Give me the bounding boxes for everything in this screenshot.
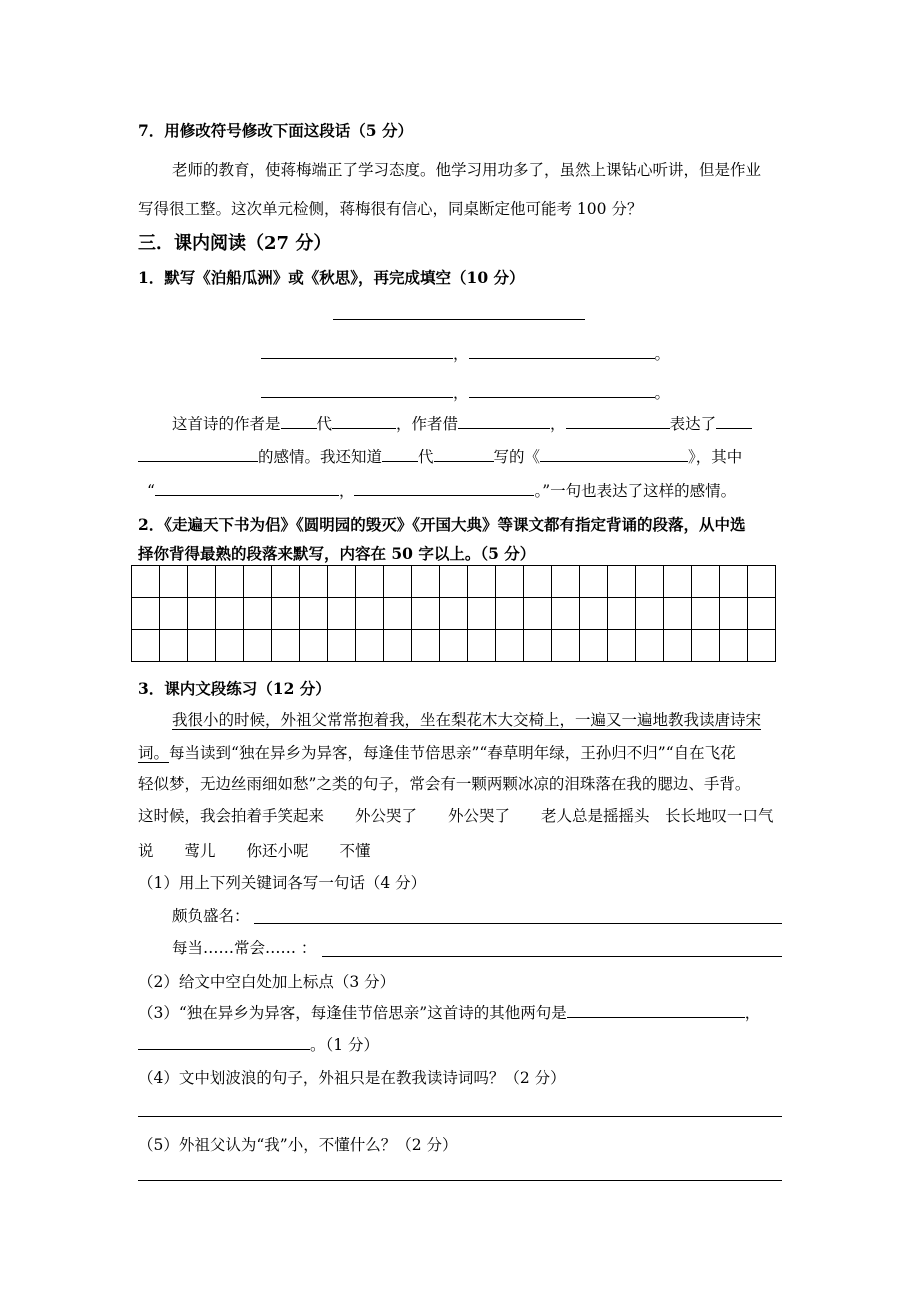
grid-cell[interactable] xyxy=(720,630,748,662)
sub-question-3-line2 xyxy=(138,1035,379,1055)
comma: ， xyxy=(453,345,469,363)
grid-cell[interactable] xyxy=(356,566,384,598)
q2-title-line2: 择你背得最熟的段落来默写，内容在 50 字以上。（5 分） xyxy=(138,544,536,563)
grid-cell[interactable] xyxy=(720,598,748,630)
poem-blank[interactable] xyxy=(469,344,655,359)
sub-question-4: （4）文中划波浪的句子，外祖只是在教我读诗词吗？（2 分） xyxy=(138,1069,566,1087)
grid-cell[interactable] xyxy=(720,566,748,598)
blank[interactable] xyxy=(458,414,550,429)
q2-title-line1: 2．《走遍天下书为侣》《圆明园的毁灭》《开国大典》等课文都有指定背诵的段落，从中选 xyxy=(138,515,746,534)
grid-cell[interactable] xyxy=(692,630,720,662)
grid-cell[interactable] xyxy=(188,598,216,630)
grid-cell[interactable] xyxy=(328,598,356,630)
passage-line4: 这时候，我会拍着手笑起来 外公哭了 外公哭了 老人总是摇摇头 长长地叹一口气 xyxy=(138,807,774,825)
grid-cell[interactable] xyxy=(412,630,440,662)
grid-cell[interactable] xyxy=(216,630,244,662)
grid-row xyxy=(132,566,776,598)
grid-cell[interactable] xyxy=(636,566,664,598)
section-3-heading: 三．课内阅读（27 分） xyxy=(138,233,332,254)
grid-cell[interactable] xyxy=(300,598,328,630)
poem-line1 xyxy=(261,344,670,364)
q3-title: 3．课内文段练习（12 分） xyxy=(138,679,331,698)
blank[interactable] xyxy=(354,481,534,496)
grid-cell[interactable] xyxy=(608,630,636,662)
grid-cell[interactable] xyxy=(608,566,636,598)
poem-blank[interactable] xyxy=(261,383,453,398)
text: “ xyxy=(147,482,155,500)
passage-line3: 轻似梦，无边丝雨细如愁”之类的句子，常会有一颗两颗冰凉的泪珠落在我的腮边、手背。 xyxy=(138,775,751,793)
q1-title: 1．默写《泊船瓜洲》或《秋思》，再完成填空（10 分） xyxy=(138,268,525,287)
poem-blank[interactable] xyxy=(261,344,453,359)
grid-cell[interactable] xyxy=(468,598,496,630)
text: ， xyxy=(338,482,355,500)
grid-cell[interactable] xyxy=(132,566,160,598)
grid-row xyxy=(132,630,776,662)
text: 每当读到“独在异乡为异客，每逢佳节倍思亲”“春草明年绿，王孙归不归”“自在飞花 xyxy=(169,744,736,762)
text: 这首诗的作者是 xyxy=(172,415,281,433)
grid-cell[interactable] xyxy=(160,630,188,662)
fill-line3 xyxy=(147,481,736,501)
sub-question-1: （1）用上下列关键词各写一句话（4 分） xyxy=(138,874,427,892)
grid-cell[interactable] xyxy=(356,630,384,662)
underlined-sentence: 我很小的时候，外祖父常常抱着我，坐在梨花木大交椅上，一遍又一遍地教我读唐诗宋 xyxy=(172,711,762,729)
grid-cell[interactable] xyxy=(272,598,300,630)
keyword-2-answer-line[interactable] xyxy=(322,956,782,957)
sub-question-5: （5）外祖父认为“我”小，不懂什么？（2 分） xyxy=(138,1136,458,1154)
text: ，作者借 xyxy=(396,415,459,433)
blank[interactable] xyxy=(566,414,670,429)
period: 。 xyxy=(654,345,671,363)
text: 表达了 xyxy=(669,415,717,433)
grid-cell[interactable] xyxy=(580,630,608,662)
grid-cell[interactable] xyxy=(328,630,356,662)
grid-cell[interactable] xyxy=(440,630,468,662)
grid-cell[interactable] xyxy=(580,566,608,598)
grid-cell[interactable] xyxy=(524,630,552,662)
poem-blank[interactable] xyxy=(469,383,655,398)
grid-cell[interactable] xyxy=(272,630,300,662)
grid-cell[interactable] xyxy=(636,630,664,662)
grid-cell[interactable] xyxy=(412,566,440,598)
grid-cell[interactable] xyxy=(748,598,776,630)
grid-cell[interactable] xyxy=(608,598,636,630)
grid-cell[interactable] xyxy=(636,598,664,630)
blank[interactable] xyxy=(716,414,752,429)
poem-title-blank[interactable] xyxy=(333,319,585,320)
writing-grid[interactable] xyxy=(131,565,776,662)
grid-cell[interactable] xyxy=(132,630,160,662)
grid-cell[interactable] xyxy=(552,566,580,598)
grid-cell[interactable] xyxy=(496,598,524,630)
comma: ， xyxy=(453,384,469,402)
text: （3）“独在异乡为异客，每逢佳节倍思亲”这首诗的其他两句是 xyxy=(138,1004,567,1022)
grid-cell[interactable] xyxy=(468,566,496,598)
blank[interactable] xyxy=(434,447,494,462)
grid-cell[interactable] xyxy=(412,598,440,630)
sub-question-3-line1 xyxy=(138,1003,760,1023)
grid-cell[interactable] xyxy=(748,630,776,662)
q7-title: 7．用修改符号修改下面这段话（5 分） xyxy=(138,121,413,140)
blank[interactable] xyxy=(155,481,339,496)
keyword-1-answer-line[interactable] xyxy=(254,923,782,924)
grid-cell[interactable] xyxy=(580,598,608,630)
grid-cell[interactable] xyxy=(132,598,160,630)
grid-cell[interactable] xyxy=(524,598,552,630)
keyword-2-label: 每当……常会…… ： xyxy=(172,939,317,957)
grid-cell[interactable] xyxy=(692,598,720,630)
grid-cell[interactable] xyxy=(328,566,356,598)
text: 。（1 分） xyxy=(310,1036,380,1054)
grid-cell[interactable] xyxy=(496,630,524,662)
grid-cell[interactable] xyxy=(216,598,244,630)
grid-cell[interactable] xyxy=(160,598,188,630)
grid-cell[interactable] xyxy=(272,566,300,598)
text: ， xyxy=(744,1004,761,1022)
blank[interactable] xyxy=(332,414,396,429)
grid-cell[interactable] xyxy=(300,630,328,662)
grid-cell[interactable] xyxy=(300,566,328,598)
grid-cell[interactable] xyxy=(664,630,692,662)
blank[interactable] xyxy=(138,447,258,462)
blank[interactable] xyxy=(567,1003,745,1018)
blank[interactable] xyxy=(382,447,418,462)
passage-line5: 说 莺儿 你还小呢 不懂 xyxy=(138,842,371,860)
grid-cell[interactable] xyxy=(496,566,524,598)
text: 》，其中 xyxy=(688,448,743,466)
grid-cell[interactable] xyxy=(188,630,216,662)
passage-line2 xyxy=(138,743,736,763)
text: 代 xyxy=(418,448,434,466)
grid-row xyxy=(132,598,776,630)
sub-question-5-answer-line[interactable] xyxy=(138,1180,782,1181)
grid-cell[interactable] xyxy=(216,566,244,598)
passage-line1 xyxy=(172,710,761,730)
period: 。 xyxy=(654,384,671,402)
q7-paragraph-line2: 写得很工整。这次单元检侧，蒋梅很有信心，同桌断定他可能考 100 分？ xyxy=(138,200,643,218)
grid-cell[interactable] xyxy=(468,630,496,662)
grid-cell[interactable] xyxy=(244,598,272,630)
grid-cell[interactable] xyxy=(188,566,216,598)
q7-paragraph-line1: 老师的教育，使蒋梅端正了学习态度。他学习用功多了，虽然上课钻心听讲，但是作业 xyxy=(172,161,762,179)
text: 写的《 xyxy=(493,448,541,466)
grid-cell[interactable] xyxy=(384,630,412,662)
grid-cell[interactable] xyxy=(384,598,412,630)
grid-cell[interactable] xyxy=(244,630,272,662)
grid-cell[interactable] xyxy=(748,566,776,598)
text: 。”一句也表达了这样的感情。 xyxy=(534,482,737,500)
blank[interactable] xyxy=(281,414,317,429)
grid-cell[interactable] xyxy=(244,566,272,598)
sub-question-4-answer-line[interactable] xyxy=(138,1116,782,1117)
text: ， xyxy=(550,415,566,433)
text: 的感情。我还知道 xyxy=(258,448,383,466)
grid-cell[interactable] xyxy=(440,566,468,598)
fill-line2 xyxy=(138,447,742,467)
grid-cell[interactable] xyxy=(384,566,412,598)
grid-cell[interactable] xyxy=(440,598,468,630)
poem-line2 xyxy=(261,383,670,403)
blank[interactable] xyxy=(138,1035,310,1050)
grid-cell[interactable] xyxy=(524,566,552,598)
sub-question-2: （2）给文中空白处加上标点（3 分） xyxy=(138,973,396,991)
grid-cell[interactable] xyxy=(160,566,188,598)
grid-cell[interactable] xyxy=(552,598,580,630)
keyword-1-label: 颇负盛名： xyxy=(172,907,250,925)
text: 代 xyxy=(316,415,333,433)
underlined-sentence: 词。 xyxy=(138,744,170,762)
grid-cell[interactable] xyxy=(692,566,720,598)
fill-line1 xyxy=(172,414,752,434)
grid-cell[interactable] xyxy=(664,566,692,598)
grid-cell[interactable] xyxy=(552,630,580,662)
grid-cell[interactable] xyxy=(356,598,384,630)
grid-cell[interactable] xyxy=(664,598,692,630)
blank[interactable] xyxy=(540,447,688,462)
